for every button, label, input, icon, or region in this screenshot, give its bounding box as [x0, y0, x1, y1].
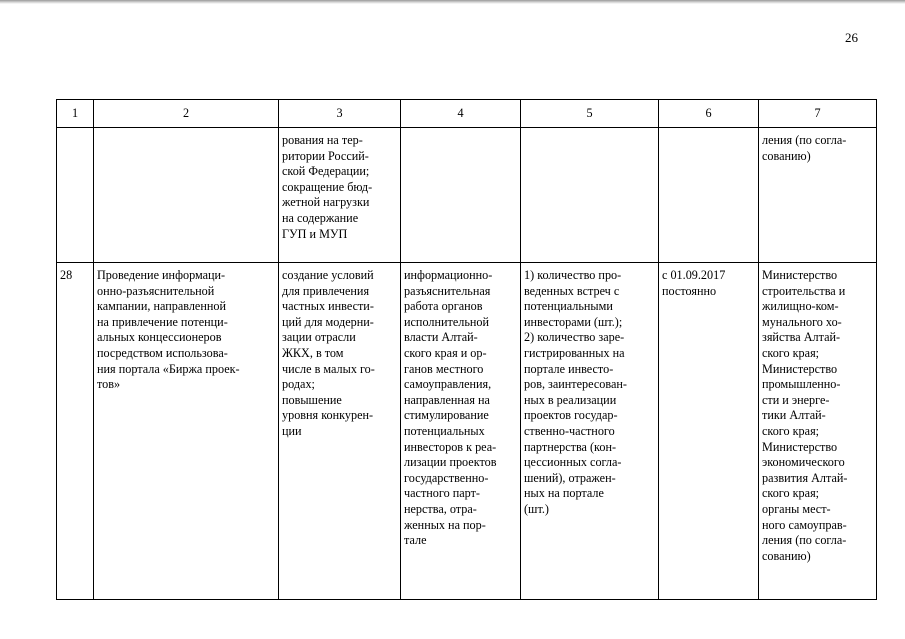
table-cell	[659, 128, 759, 263]
table-cell	[94, 128, 279, 263]
column-header: 1	[57, 100, 94, 128]
column-header: 4	[401, 100, 521, 128]
page-number: 26	[845, 30, 858, 45]
table-header-row	[57, 100, 877, 128]
column-header: 5	[521, 100, 659, 128]
table-row	[57, 128, 877, 263]
column-header: 6	[659, 100, 759, 128]
table-cell: ления (по согла- сованию)	[759, 128, 877, 263]
table-cell	[401, 128, 521, 263]
responsible-cell: Министерство строительства и жилищно-ком- мунального хо- зяйства Алтай- ского края; Министерство промышленно- сти и энерге- тики Алтай- ского края; Министерство экономического развития Алтай- ского края; органы мест- ного самоуправ- ления (по согла- сованию)	[759, 263, 877, 600]
deadline-cell: с 01.09.2017 постоянно	[659, 263, 759, 600]
table-cell: рования на тер- ритории Россий- ской Федерации; сокращение бюд- жетной нагрузки на содержание ГУП и МУП	[279, 128, 401, 263]
event-name-cell: Проведение информаци- онно-разъяснительной кампании, направленной на привлечение потенци- альных концессионеров посредством использова- ния портала «Биржа проек- тов»	[94, 263, 279, 600]
column-header: 3	[279, 100, 401, 128]
table-row	[57, 263, 877, 600]
indicator-cell: 1) количество про- веденных встреч с потенциальными инвесторами (шт.); 2) количество заре- гистрированных на портале инвесто- ров, заинтересован- ных в реализации проектов государ- ственно-частного партнерства (кон- цессионных согла- шений), отражен- ных на портале (шт.)	[521, 263, 659, 600]
row-number-cell: 28	[57, 263, 94, 600]
mechanism-cell: информационно- разъяснительная работа органов исполнительной власти Алтай- ского края и ор- ганов местного самоуправления, направленная на стимулирование потенциальных инвесторов к реа- лизации проектов государственно- частного парт- нерства, отра- женных на пор- тале	[401, 263, 521, 600]
measures-table	[56, 99, 877, 600]
column-header: 2	[94, 100, 279, 128]
table-cell	[521, 128, 659, 263]
scan-edge	[0, 0, 905, 4]
goal-cell: создание условий для привлечения частных инвести- ций для модерни- зации отрасли ЖКХ, в том числе в малых го- родах; повышение уровня конкурен- ции	[279, 263, 401, 600]
column-header: 7	[759, 100, 877, 128]
table-cell	[57, 128, 94, 263]
